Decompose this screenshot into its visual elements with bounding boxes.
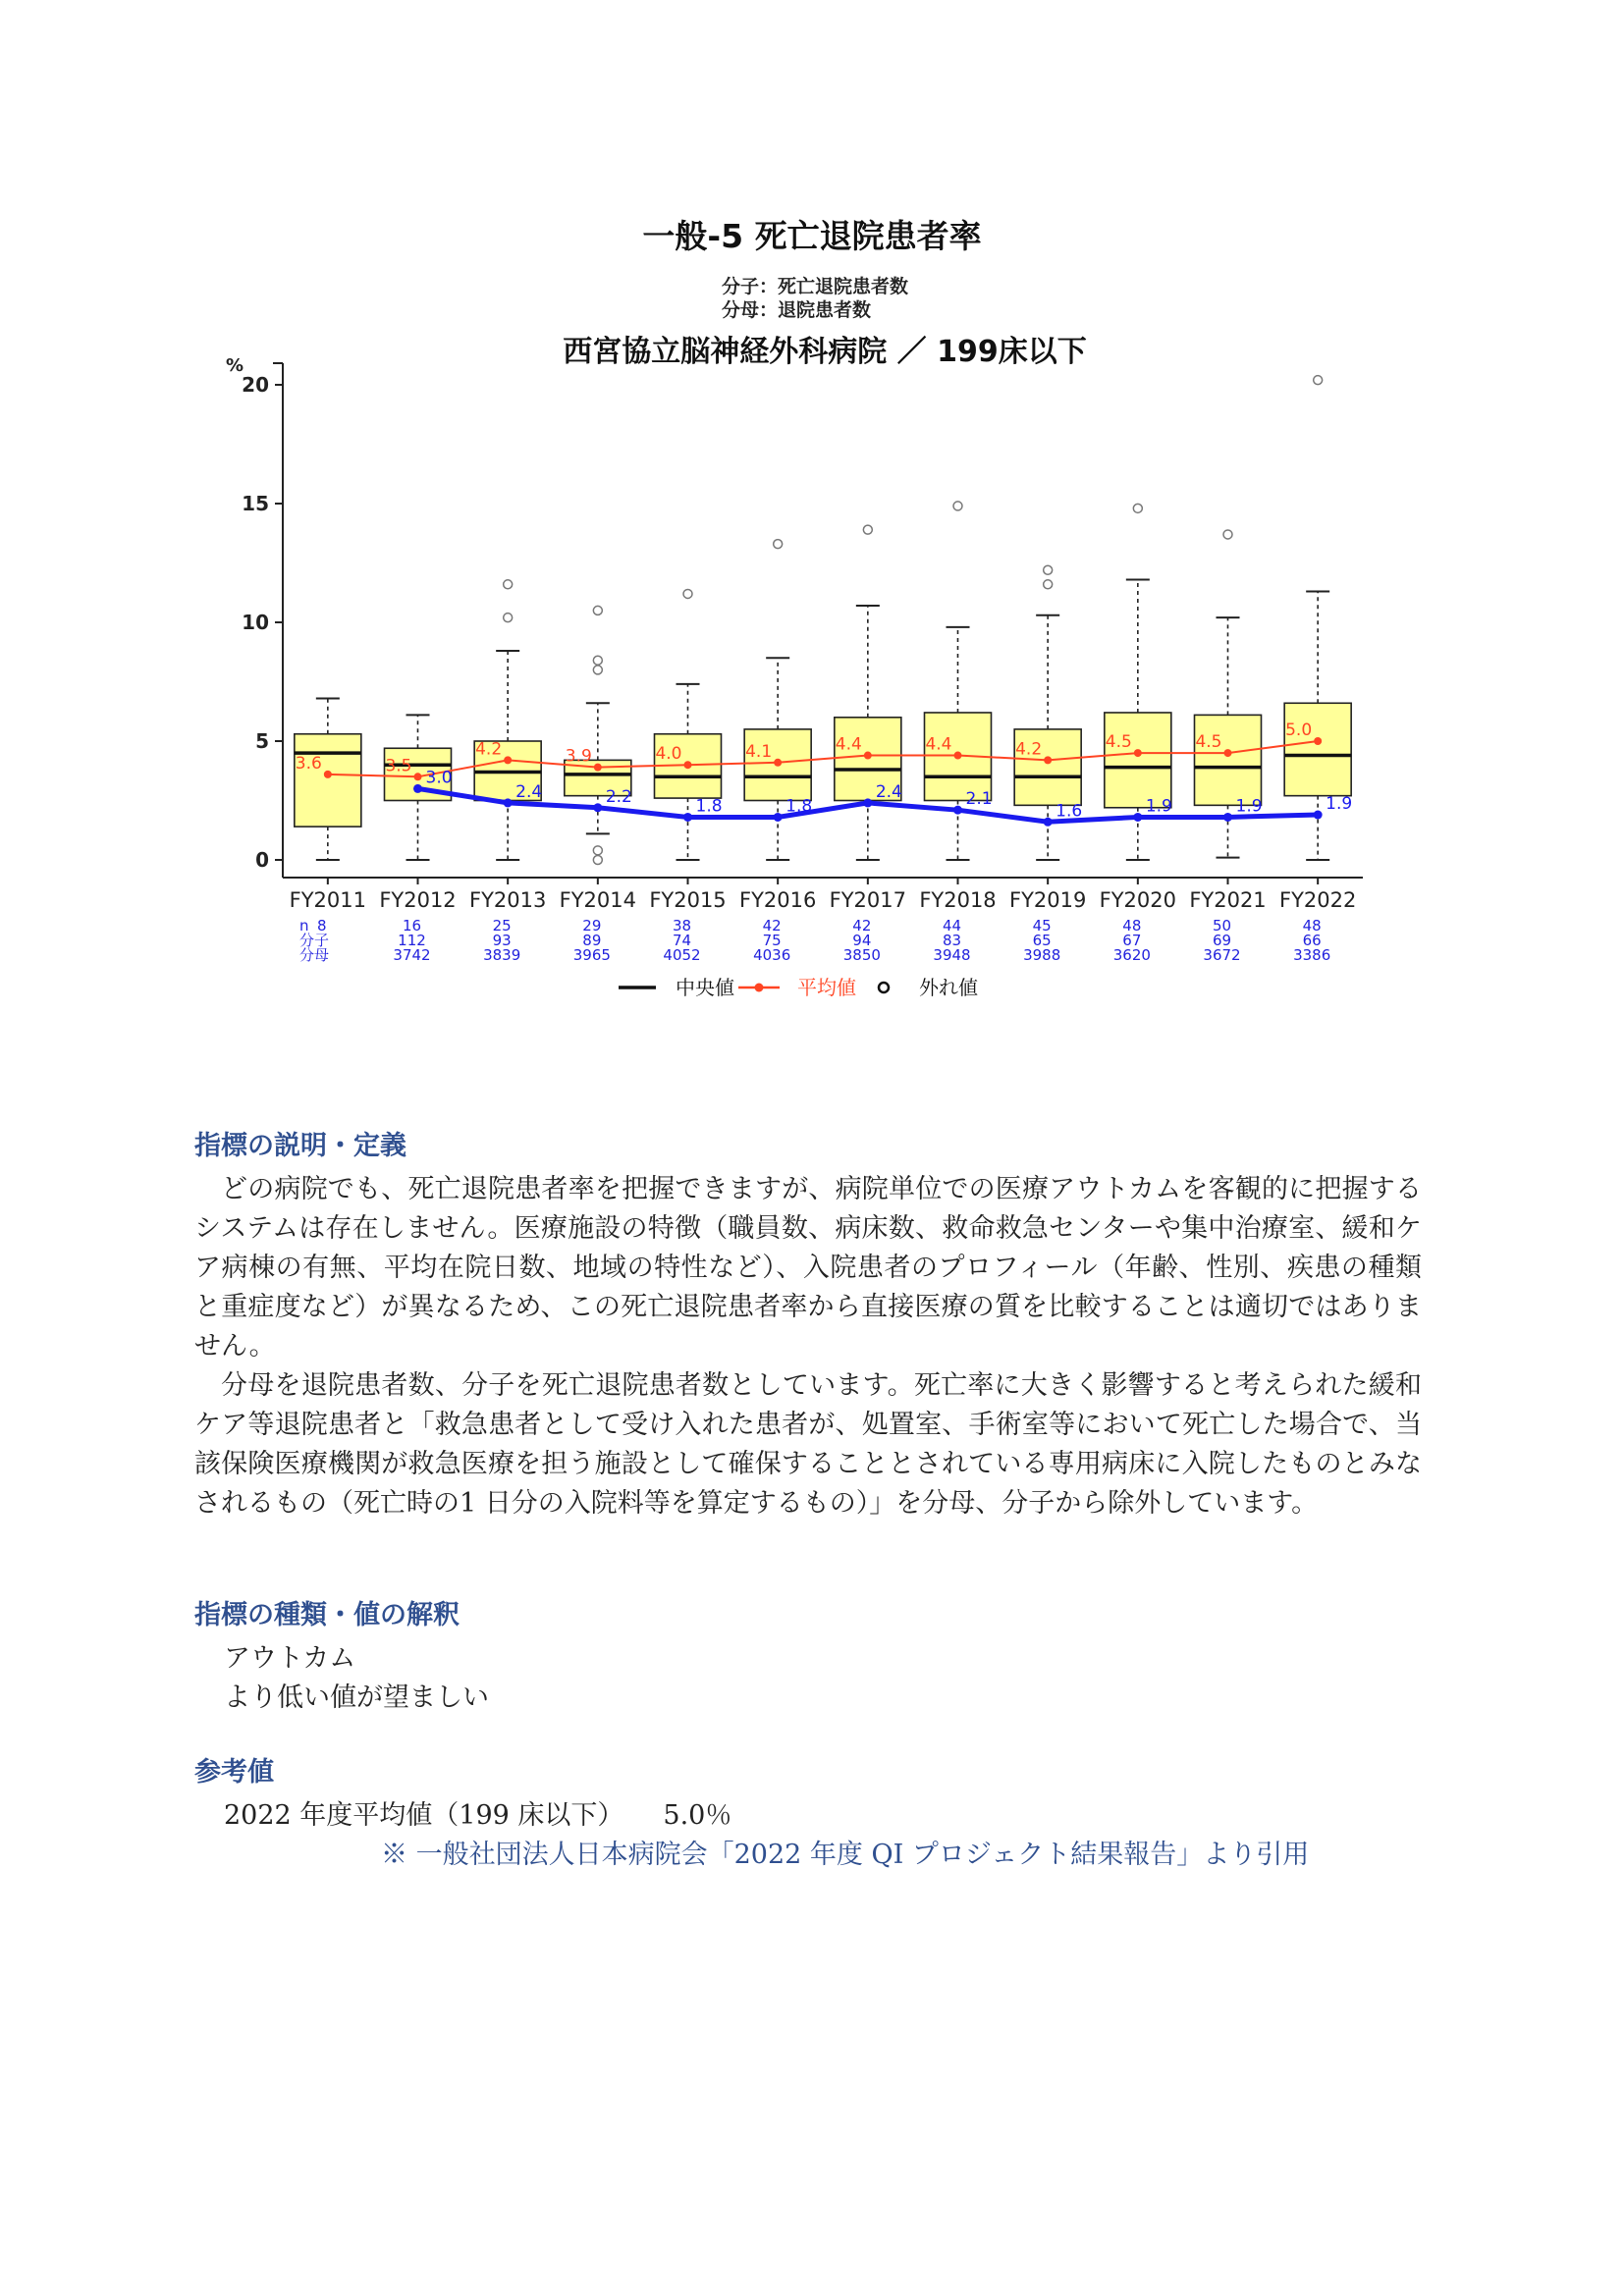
definition-paragraph-2: 分母を退院患者数、分子を死亡退院患者数としています。死亡率に大きく影響すると考えられた緩和ケア等退院患者と「救急患者として受け入れた患者が、処置室、手術室等において死亡した場合で、当該保険医療機関が救急医療を担う施設として確保することとされている専用病床に入院したものとみなされるもの（死亡時の1 日分の入院料等を算定するもの）」を分母、分子から除外しています。: [194, 1370, 1422, 1519]
table-cell-numerator: 74: [672, 932, 692, 949]
type-line-1: アウトカム: [224, 1643, 356, 1674]
chart-title: 一般-5 死亡退院患者率: [642, 217, 982, 255]
table-cell-n: 25: [492, 917, 512, 934]
hospital-label: 2.4: [875, 781, 902, 802]
mean-point: [504, 756, 512, 764]
table-row-label: 分母: [299, 946, 330, 964]
y-tick-label: 15: [242, 492, 269, 515]
numerator-label: 分子：死亡退院患者数: [722, 276, 909, 297]
outlier-point: [1133, 504, 1142, 512]
x-tick-label: FY2015: [649, 888, 727, 912]
table-cell-numerator: 67: [1122, 932, 1142, 949]
hospital-label: 1.9: [1326, 794, 1353, 815]
type-section: [194, 1596, 1422, 1718]
table-cell-n: 38: [672, 917, 692, 934]
box-FY2011: [295, 698, 361, 860]
reference-label: 2022 年度平均値（199 床以下）: [224, 1800, 624, 1831]
box-iqr: [1195, 715, 1262, 805]
table-cell-n: 8: [317, 917, 327, 934]
hospital-label: 2.4: [515, 781, 543, 802]
hospital-label: 2.1: [965, 789, 993, 810]
mean-point: [1314, 737, 1322, 745]
table-cell-denominator: 4052: [663, 946, 701, 964]
hospital-label: 3.0: [425, 768, 453, 788]
outlier-point: [1044, 565, 1053, 574]
mean-point: [594, 764, 602, 772]
x-tick-label: FY2016: [738, 888, 817, 912]
hospital-label: 1.9: [1235, 796, 1263, 817]
mean-label: 3.9: [565, 746, 592, 767]
table-cell-numerator: 112: [398, 932, 426, 949]
mean-point: [324, 771, 332, 778]
mean-point: [864, 752, 872, 760]
hospital-point: [1044, 818, 1053, 827]
mean-label: 3.5: [385, 756, 412, 776]
mean-point: [774, 759, 782, 767]
hospital-label: 1.9: [1145, 796, 1172, 817]
definition-heading: 指標の説明・定義: [194, 1131, 406, 1161]
table-cell-denominator: 3620: [1112, 946, 1151, 964]
legend-outlier-swatch: [879, 983, 889, 992]
legend: [619, 976, 978, 999]
outlier-point: [1223, 530, 1232, 539]
box-FY2022: [1284, 376, 1351, 860]
outlier-point: [593, 856, 602, 865]
mean-label: 4.5: [1195, 732, 1222, 753]
hospital-label: 1.8: [785, 796, 813, 817]
table-row-label: 分子: [299, 932, 330, 949]
mean-label: 4.1: [745, 741, 773, 762]
mean-point: [1044, 756, 1052, 764]
legend-outlier-label: 外れ値: [919, 976, 978, 999]
legend-mean-swatch-dot: [755, 984, 764, 992]
mean-label: 4.2: [1015, 739, 1043, 760]
hospital-point: [593, 803, 602, 812]
hospital-point: [863, 798, 872, 807]
outlier-point: [1044, 580, 1053, 589]
hospital-label: 1.6: [1056, 801, 1083, 822]
box-plot-chart: [0, 0, 1624, 1041]
reference-heading: 参考値: [194, 1757, 274, 1788]
outlier-point: [593, 656, 602, 665]
mean-label: 5.0: [1285, 721, 1313, 740]
mean-point: [1224, 749, 1232, 757]
x-tick-label: FY2020: [1099, 888, 1177, 912]
mean-label: 4.4: [925, 734, 952, 755]
definition-section: [194, 1127, 1422, 1523]
boxes: [295, 376, 1351, 865]
hospital-label: 2.2: [605, 786, 632, 807]
hospital-point: [683, 813, 692, 822]
box-iqr: [295, 734, 361, 827]
mean-label: 4.4: [835, 734, 862, 755]
table-cell-n: 48: [1302, 917, 1322, 934]
outlier-point: [593, 846, 602, 855]
outlier-point: [504, 614, 513, 622]
type-line-2: より低い値が望ましい: [224, 1682, 489, 1713]
hospital-point: [413, 784, 422, 793]
table-cell-n: 29: [582, 917, 602, 934]
mean-point: [1134, 749, 1142, 757]
table-cell-numerator: 65: [1032, 932, 1052, 949]
outlier-point: [593, 666, 602, 674]
outlier-point: [593, 606, 602, 614]
table-cell-denominator: 3672: [1203, 946, 1241, 964]
table-cell-numerator: 89: [582, 932, 602, 949]
table-cell-numerator: 75: [762, 932, 782, 949]
reference-value: 5.0％: [663, 1800, 732, 1831]
hospital-point: [1133, 813, 1142, 822]
hospital-point: [774, 813, 783, 822]
y-axis-label: %: [226, 355, 244, 376]
table-cell-n: 42: [852, 917, 872, 934]
x-tick-label: FY2018: [919, 888, 997, 912]
x-tick-label: FY2011: [289, 888, 367, 912]
y-tick-label: 0: [255, 848, 269, 872]
table-cell-denominator: 3839: [483, 946, 521, 964]
table-cell-denominator: 3948: [933, 946, 971, 964]
table-cell-numerator: 93: [492, 932, 512, 949]
mean-point: [954, 752, 962, 760]
box-FY2014: [565, 606, 631, 864]
x-tick-label: FY2021: [1189, 888, 1267, 912]
table-cell-numerator: 94: [852, 932, 872, 949]
mean-label: 4.0: [655, 744, 682, 765]
hospital-point: [1223, 813, 1232, 822]
hospital-point: [504, 798, 513, 807]
reference-row: [224, 1796, 1422, 1836]
x-tick-label: FY2019: [1008, 888, 1087, 912]
chart-subtitle: 西宮協立脳神経外科病院 ／ 199床以下: [563, 335, 1087, 369]
reference-section: [194, 1753, 1422, 1875]
hospital-label: 1.8: [695, 796, 723, 817]
mean-label: 4.5: [1105, 732, 1132, 753]
x-tick-label: FY2022: [1278, 888, 1357, 912]
table-cell-n: 45: [1032, 917, 1052, 934]
table-cell-denominator: 3988: [1023, 946, 1061, 964]
definition-paragraph-1: どの病院でも、死亡退院患者率を把握できますが、病院単位での医療アウトカムを客観的に把握するシステムは存在しません。医療施設の特徴（職員数、病床数、救命救急センターや集中治療室、緩和ケア病棟の有無、平均在院日数、地域の特性など）、入院患者のプロフィール（年齢、性別、疾患の種類と重症度など）が異なるため、この死亡退院患者率から直接医療の質を比較することは適切ではありません。: [194, 1174, 1422, 1362]
table-cell-denominator: 4036: [753, 946, 791, 964]
outlier-point: [1314, 376, 1323, 385]
box-iqr: [1105, 713, 1171, 808]
box-iqr: [1284, 703, 1351, 795]
table-cell-n: 50: [1212, 917, 1232, 934]
outlier-point: [683, 589, 692, 598]
table-cell-denominator: 3850: [842, 946, 881, 964]
y-tick-label: 20: [242, 373, 269, 397]
axes: [242, 363, 1363, 912]
chart-area: [0, 0, 1624, 1041]
table-cell-n: 48: [1122, 917, 1142, 934]
hospital-point: [1314, 811, 1323, 820]
reference-source: ※ 一般社団法人日本病院会「2022 年度 QI プロジェクト結果報告」より引用: [381, 1840, 1310, 1870]
denominator-label: 分母：退院患者数: [722, 299, 872, 321]
x-tick-label: FY2012: [379, 888, 457, 912]
data-table: [299, 917, 1330, 964]
y-tick-label: 5: [255, 729, 269, 753]
x-tick-label: FY2013: [468, 888, 547, 912]
table-cell-numerator: 69: [1212, 932, 1232, 949]
table-cell-n: 42: [762, 917, 782, 934]
outlier-point: [504, 580, 513, 589]
table-cell-denominator: 3386: [1293, 946, 1331, 964]
y-tick-label: 10: [242, 611, 269, 634]
type-heading: 指標の種類・値の解釈: [194, 1600, 460, 1630]
table-cell-numerator: 83: [942, 932, 962, 949]
hospital-point: [953, 806, 962, 815]
x-tick-label: FY2017: [829, 888, 907, 912]
outlier-point: [774, 540, 783, 549]
mean-label: 3.6: [295, 753, 322, 774]
box-FY2013: [474, 580, 541, 860]
box-FY2017: [835, 525, 901, 860]
mean-point: [684, 761, 692, 769]
legend-median-label: 中央値: [676, 976, 734, 999]
table-cell-numerator: 66: [1302, 932, 1322, 949]
table-cell-denominator: 3742: [393, 946, 431, 964]
table-cell-n: 16: [402, 917, 422, 934]
outlier-point: [953, 502, 962, 510]
outlier-point: [863, 525, 872, 534]
x-tick-label: FY2014: [559, 888, 637, 912]
table-cell-n: 44: [942, 917, 962, 934]
legend-mean-label: 平均値: [797, 976, 856, 999]
mean-label: 4.2: [475, 739, 503, 760]
mean-point: [414, 773, 422, 780]
table-row-label: n: [299, 917, 309, 934]
table-cell-denominator: 3965: [572, 946, 611, 964]
